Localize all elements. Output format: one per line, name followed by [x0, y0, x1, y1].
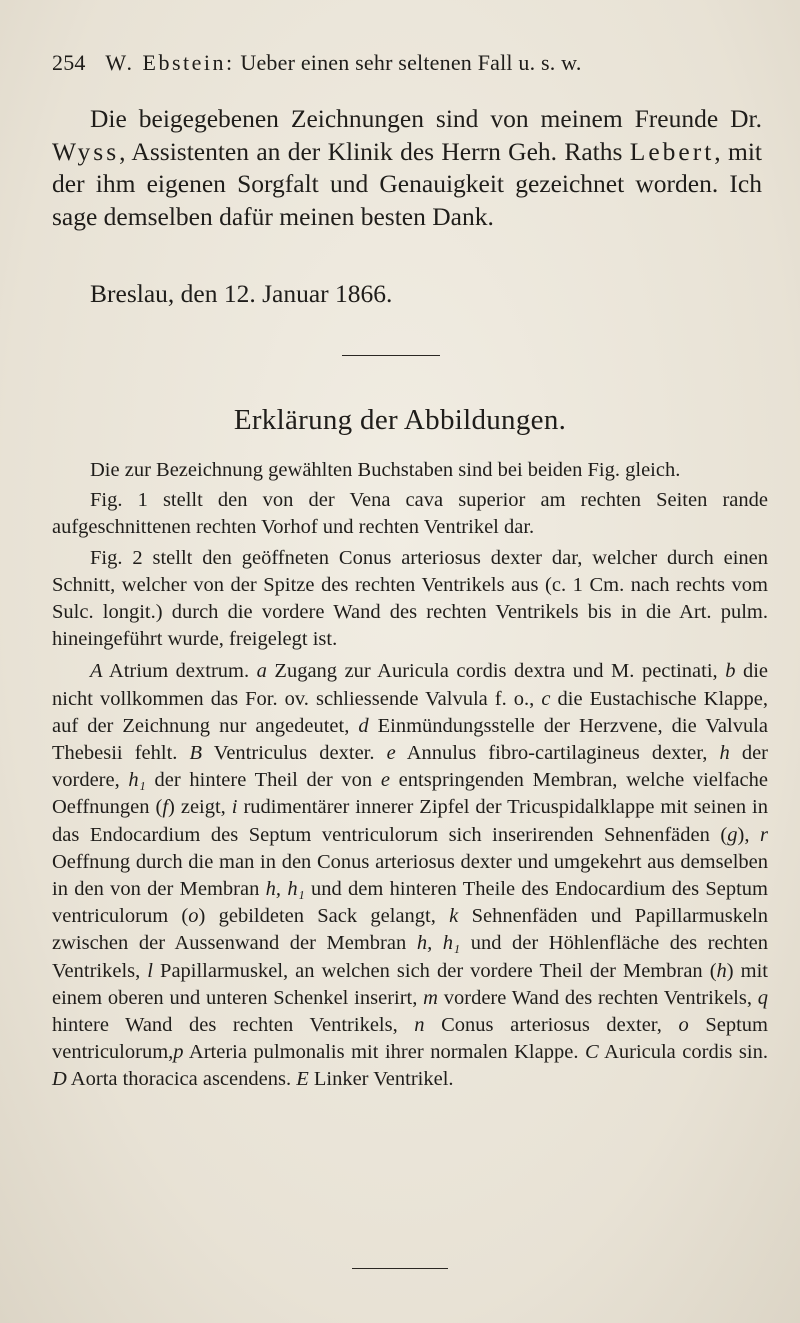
ack-text-1: Die beigegebenen Zeichnungen sind von meinem Freunde Dr.	[90, 104, 762, 133]
legend-key: o	[188, 905, 199, 928]
legend-key: B	[189, 742, 203, 765]
paragraph-letters: Die zur Bezeichnung gewählten Buchstaben sind bei beiden Fig. gleich.	[90, 459, 681, 481]
legend-text: Oeffnung durch die man in den Conus arteriosus dexter und umgekehrt aus demselben in den von der Membran	[52, 850, 768, 901]
legend-key: k	[449, 905, 459, 928]
header-running-title: Ueber einen sehr seltenen Fall u. s. w.	[240, 50, 582, 75]
legend-key: r	[760, 823, 768, 846]
explanation-block	[52, 457, 768, 1094]
legend-text: ) zeigt,	[168, 796, 232, 819]
legend-key: o	[678, 1014, 689, 1037]
legend-key: a	[256, 660, 267, 683]
legend-text: die nicht vollkommen das For. ov. schliessende Valvula f. o.,	[52, 660, 769, 710]
legend-text: Septum ventriculorum,	[52, 1014, 768, 1064]
legend-key: m	[423, 986, 438, 1009]
legend-text: Auricula cordis sin.	[598, 1041, 768, 1064]
legend-text: und dem hinteren Theile des Endocardium des Septum ventriculorum (	[52, 878, 768, 928]
legend-text: Einmündungsstelle der Herzvene, die Valvula Thebesii fehlt.	[52, 714, 768, 765]
legend-key: g	[727, 823, 738, 846]
ack-text-2: , Assistenten an der Klinik des Herrn Geh. Raths	[119, 136, 630, 166]
legend-text: Atrium dextrum.	[102, 660, 257, 683]
header-author: W. Ebstein:	[105, 50, 235, 75]
legend-key: f	[162, 796, 169, 819]
legend-key: b	[725, 660, 736, 683]
legend-text: der hintere Theil der von	[145, 769, 381, 792]
running-header	[52, 50, 772, 76]
legend-key: q	[757, 986, 769, 1009]
ack-name-lebert: Lebert	[629, 136, 715, 166]
acknowledgement-paragraph	[52, 103, 762, 233]
legend-key: A	[90, 660, 103, 683]
divider-rule-bottom	[352, 1268, 448, 1269]
legend-key: h, h₁	[416, 932, 461, 955]
divider-rule-top	[342, 355, 440, 356]
paragraph-fig2: Fig. 2 stellt den geöffneten Conus arteriosus dexter dar, welcher durch einen Schnitt, welcher von der Spitze des rechten Ventrikels aus (c. 1 Cm. nach rechts vom Sulc. longit.) durch die vordere Wand des rechten Ventrikels bis in die Art. pulm. hineingeführt wurde, freigelegt ist.	[52, 546, 768, 651]
legend-text: Aorta thoracica ascendens.	[66, 1068, 297, 1091]
paragraph-fig1: Fig. 1 stellt den von der Vena cava superior am rechten Seiten rande aufgeschnittenen rechten Vorhof und rechten Ventrikel dar.	[52, 489, 768, 539]
legend-text: Conus arteriosus dexter,	[424, 1014, 679, 1037]
legend-key: c	[541, 687, 551, 710]
legend-text: vordere Wand des rechten Ventrikels,	[437, 986, 758, 1009]
legend-key: D	[52, 1068, 67, 1091]
place-date-line: Breslau, den 12. Januar 1866.	[90, 279, 393, 308]
legend-text: der vordere,	[52, 742, 769, 792]
legend-text: Annulus fibro-cartilagineus dexter,	[395, 742, 720, 765]
legend-text: Arteria pulmonalis mit ihrer normalen Klappe.	[183, 1041, 585, 1064]
legend-key: h	[719, 742, 730, 765]
legend-text: ),	[737, 823, 761, 846]
legend-text: die Eustachische Klappe, auf der Zeichnung nur angedeutet,	[52, 687, 768, 737]
legend-text: Zugang zur Auricula cordis dextra und M. pectinati,	[266, 660, 726, 683]
legend-key: e	[386, 742, 396, 765]
legend-key: e	[380, 769, 390, 792]
legend-key: d	[358, 714, 369, 737]
legend-text: entspringenden Membran, welche vielfache Oeffnungen (	[52, 769, 768, 819]
legend-text: Linker Ventrikel.	[308, 1068, 454, 1091]
legend-key: h	[716, 959, 727, 982]
legend-key: h, h₁	[265, 878, 305, 901]
paragraph-legend	[52, 658, 768, 1093]
legend-key: E	[296, 1068, 309, 1091]
legend-text: rudimentärer innerer Zipfel der Tricuspidalklappe mit seinen in das Endocardium des Septum ventriculorum sich inserirenden Sehnenfäden (	[52, 796, 768, 846]
legend-key: h₁	[128, 769, 146, 792]
legend-key: i	[231, 796, 238, 819]
legend-text: Papillarmuskel, an welchen sich der vordere Theil der Membran (	[153, 959, 717, 982]
legend-key: l	[147, 959, 153, 982]
section-title: Erklärung der Abbildungen.	[233, 404, 567, 436]
legend-text: Ventriculus dexter.	[202, 742, 387, 765]
legend-text: und der Höhlenfläche des rechten Ventrikels,	[52, 932, 768, 982]
legend-text: hintere Wand des rechten Ventrikels,	[52, 1014, 415, 1037]
legend-text: ) gebildeten Sack gelangt,	[198, 905, 450, 928]
legend-text: ) mit einem oberen und unteren Schenkel inserirt,	[52, 959, 768, 1009]
ack-name-wyss: Wyss	[52, 136, 120, 166]
page-number: 254	[52, 50, 86, 75]
legend-key: C	[584, 1041, 599, 1064]
legend-text: Sehnenfäden und Papillarmuskeln zwischen der Aussenwand der Membran	[52, 905, 768, 955]
legend-key: p	[173, 1041, 184, 1064]
ack-text-3: , mit der ihm eigenen Sorgfalt und Genauigkeit gezeichnet worden. Ich sage demselben dafür meinen besten Dank.	[52, 136, 762, 231]
legend-key: n	[414, 1014, 425, 1037]
